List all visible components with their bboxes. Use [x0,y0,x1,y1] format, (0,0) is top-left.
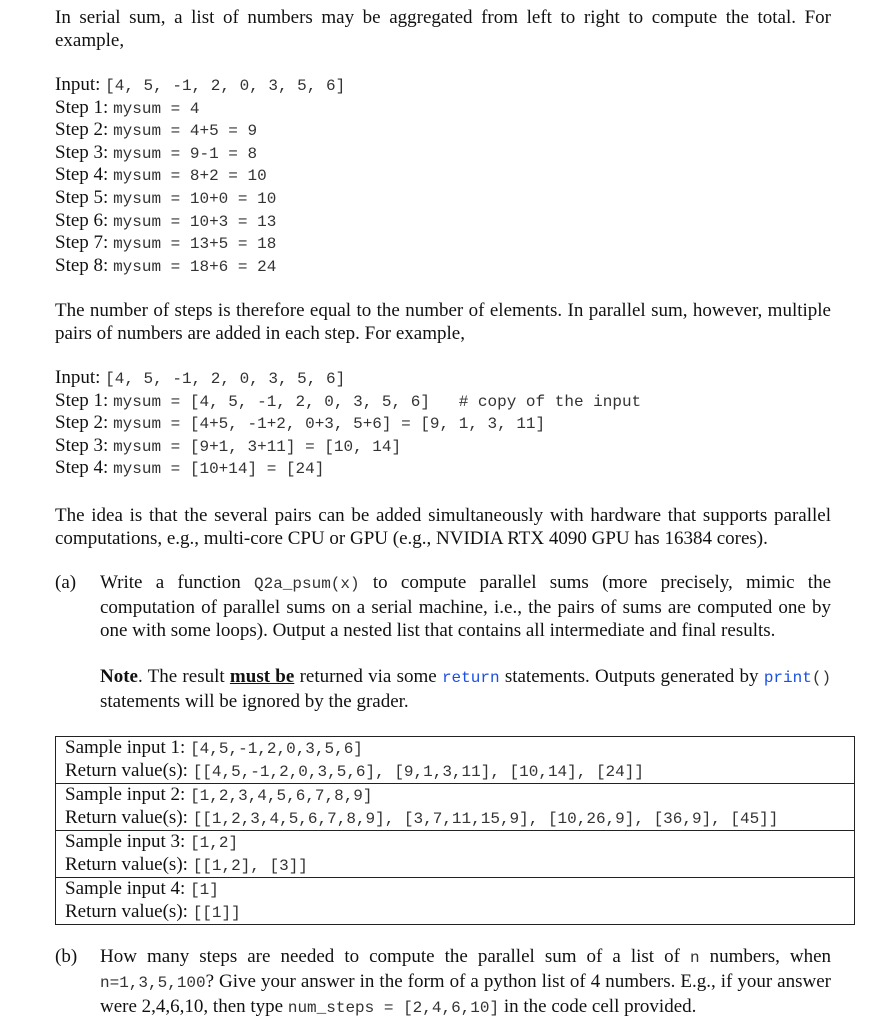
parallel-step [55,435,835,458]
sample-return-value: [[1,2,3,4,5,6,7,8,9], [3,7,11,15,9], [10,26,9], [36,9], [45]] [192,810,779,828]
part-b-text [100,945,831,1020]
sample-return-label: Return value(s): [65,901,188,922]
step-code: mysum = 8+2 = 10 [113,167,267,186]
part-b-text-4: in the code cell provided. [503,996,697,1017]
step-label: Step 5: [55,186,109,208]
part-a-text-2: to compute parallel sums (more precisely, mimic the computation of parallel sums on a serial machine, i.e., the pairs of sums are computed one by one with some loops). Output a nested list that contains all intermediate and final results. [100,572,832,641]
serial-step [55,119,835,142]
step-code: mysum = [10+14] = [24] [113,460,325,479]
step-code: mysum = [4, 5, -1, 2, 0, 3, 5, 6] # copy of the input [113,392,642,411]
sample-input-label: Sample input 1: [65,737,186,758]
serial-step [55,255,835,278]
num-steps-code: num_steps = [2,4,6,10] [287,999,500,1017]
part-b-text-2: numbers, when [709,946,832,967]
sample-input-value: [4,5,-1,2,0,3,5,6] [190,740,363,758]
return-keyword: return [441,669,500,687]
step-label: Step 2: [55,119,109,141]
step-code: mysum = 9-1 = 8 [113,144,258,163]
part-b-text-3: ? Give your answer in the form of a python list of 4 numbers. E.g., if your answer were 2,4,6,10, then type [100,971,831,1017]
parallel-intro-paragraph: The number of steps is therefore equal to the number of elements. In parallel sum, however, multiple pairs of numbers are added in each step. For example, [55,300,831,344]
print-keyword: print [763,669,812,687]
note-text-1: . The result [137,666,225,687]
sample-return-value: [[1]] [192,904,241,922]
serial-step [55,187,835,210]
part-a-text [100,571,831,642]
input-value: [4, 5, -1, 2, 0, 3, 5, 6] [105,77,346,95]
step-code: mysum = 18+6 = 24 [113,257,277,276]
part-b-label: (b) [55,946,78,967]
sample-return-label: Return value(s): [65,807,188,828]
sample-cell [56,854,855,878]
part-b [55,945,831,1020]
step-code: mysum = 10+0 = 10 [113,189,277,208]
serial-step [55,97,835,120]
sample-input-row [56,737,855,761]
sample-cell [56,784,855,808]
sample-cell [56,901,855,925]
part-a-text-1: Write a function [100,572,241,593]
step-code: mysum = 13+5 = 18 [113,235,277,254]
sample-return-label: Return value(s): [65,760,188,781]
serial-step [55,142,835,165]
function-name: Q2a_psum(x) [253,575,360,593]
sample-input-row [56,831,855,855]
input-label: Input: [55,74,101,95]
samples-table [55,736,855,925]
parallel-input-line [55,367,835,390]
sample-cell [56,737,855,761]
step-label: Step 3: [55,141,109,163]
sample-cell [56,807,855,831]
n-variable: n [690,949,700,967]
sample-cell [56,878,855,902]
step-label: Step 3: [55,434,109,456]
sample-return-row [56,807,855,831]
part-a [55,571,831,642]
note-emphasis: must be [229,666,295,687]
n-values: n=1,3,5,100 [100,974,206,992]
sample-input-label: Sample input 4: [65,878,186,899]
sample-input-value: [1] [190,881,219,899]
parallel-step [55,390,835,413]
note-bold: Note [100,666,138,687]
step-label: Step 6: [55,209,109,231]
input-label: Input: [55,367,101,388]
sample-return-row [56,760,855,784]
note-text-4: statements will be ignored by the grader. [100,691,409,712]
serial-step [55,164,835,187]
serial-input-line [55,74,835,97]
part-b-text-1: How many steps are needed to compute the parallel sum of a list of [100,946,680,967]
serial-step [55,232,835,255]
step-label: Step 4: [55,164,109,186]
print-parens: () [811,669,832,687]
sample-return-label: Return value(s): [65,854,188,875]
step-label: Step 1: [55,389,109,411]
sample-input-row [56,784,855,808]
sample-input-value: [1,2,3,4,5,6,7,8,9] [190,787,373,805]
step-code: mysum = [9+1, 3+11] = [10, 14] [113,437,402,456]
serial-example [55,74,835,277]
note-paragraph [100,665,831,713]
sample-input-row [56,878,855,902]
step-label: Step 1: [55,96,109,118]
note-text-3: statements. Outputs generated by [504,666,759,687]
note-text-2: returned via some [299,666,437,687]
step-code: mysum = 10+3 = 13 [113,212,277,231]
step-code: mysum = 4 [113,99,200,118]
sample-input-value: [1,2] [190,834,239,852]
sample-return-value: [[4,5,-1,2,0,3,5,6], [9,1,3,11], [10,14], [24]] [192,763,644,781]
parallel-example [55,367,835,480]
input-value: [4, 5, -1, 2, 0, 3, 5, 6] [105,370,346,388]
intro-paragraph: In serial sum, a list of numbers may be aggregated from left to right to compute the total. For example, [55,7,831,51]
idea-paragraph: The idea is that the several pairs can be added simultaneously with hardware that supports parallel computations, e.g., multi-core CPU or GPU (e.g., NVIDIA RTX 4090 GPU has 16384 cores). [55,505,831,549]
sample-cell [56,831,855,855]
part-a-label: (a) [55,572,77,593]
step-label: Step 8: [55,254,109,276]
sample-input-label: Sample input 2: [65,784,186,805]
parallel-step [55,457,835,480]
sample-return-row [56,901,855,925]
step-label: Step 4: [55,457,109,479]
serial-step [55,210,835,233]
step-label: Step 2: [55,412,109,434]
step-code: mysum = 4+5 = 9 [113,122,258,141]
sample-return-value: [[1,2], [3]] [192,857,308,875]
step-label: Step 7: [55,232,109,254]
parallel-step [55,412,835,435]
sample-return-row [56,854,855,878]
sample-input-label: Sample input 3: [65,831,186,852]
sample-cell [56,760,855,784]
step-code: mysum = [4+5, -1+2, 0+3, 5+6] = [9, 1, 3, 11] [113,415,546,434]
